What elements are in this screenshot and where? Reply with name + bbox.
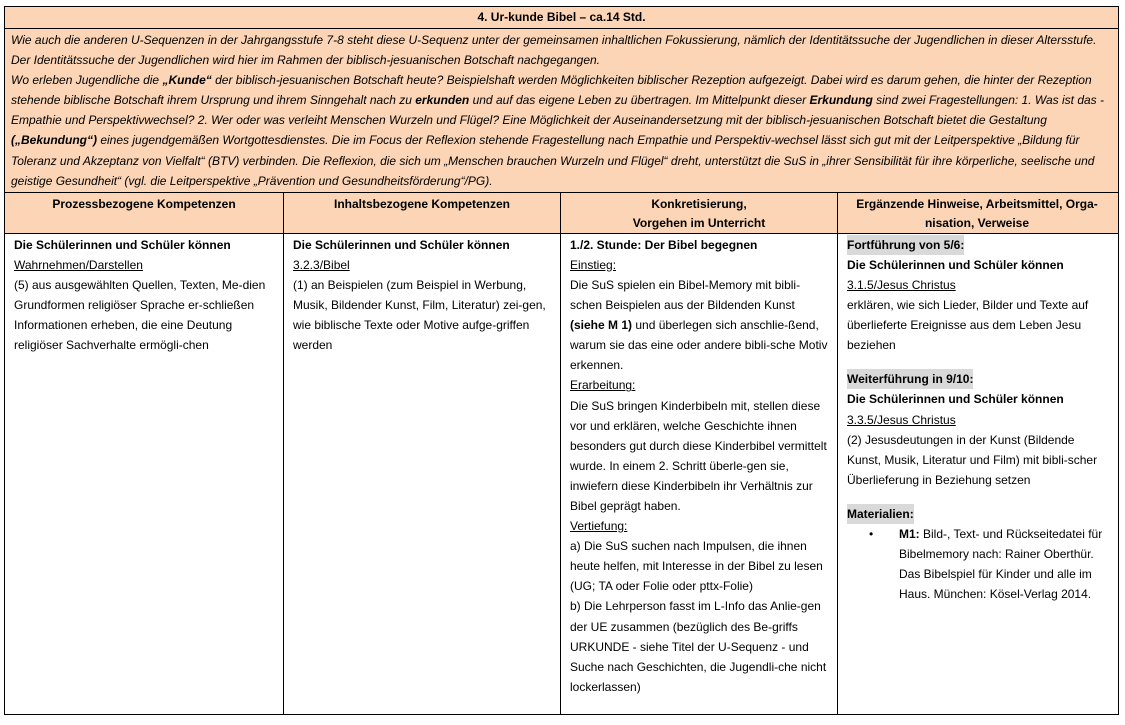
intro-text-part: sind zwei Fragestellungen: 1. Was ist das - Empathie und Perspektivwechsel? 2. Wer oder was verleiht Menschen Wurzeln und Flügel? Eine Möglichkeit der Auseinandersetzung mit der biblisch-jesuanischen Botschaft bietet die Gestaltung bbox=[11, 93, 1105, 128]
material-description: Bild-, Text- und Rückseitedatei für Bibelmemory nach: Rainer Oberthür. Das Bibelspiel für Kinder und alle im Haus. München: Kösel-Verlag 2014. bbox=[899, 526, 1103, 602]
cell-additional-notes bbox=[838, 234, 1116, 714]
intro-keyword-bekundung: („Bekundung“) bbox=[11, 133, 97, 148]
bullet-icon: • bbox=[869, 526, 874, 541]
intro-paragraph-1: Wie auch die anderen U-Sequenzen in der Jahrgangsstufe 7-8 steht diese U-Sequenz unter der gemeinsamen inhaltlichen Fokussierung, nämlich der Identitätssuche der Jugendlichen in dieser Altersstufe. Der Identitätssuche der Jugendlichen wird hier im Rahmen der biblisch-jesuanischen Botschaft nachgegangen. bbox=[11, 33, 1097, 68]
intro-text-part: der biblisch-jesuanischen Botschaft heute? Beispielshaft werden Möglichkeiten biblischer Rezeption aufgezeigt. Dabei wird es darum gehen, die hinter der Rezeption stehende biblische Botschaft ihrem Ursprung und ihrem Sinngehalt nach zu bbox=[11, 73, 1092, 108]
intro-text-part: und auf das eigene Leben zu übertragen. Im Mittelpunkt dieser bbox=[469, 93, 810, 108]
material-reference: (siehe M 1) bbox=[570, 318, 633, 333]
cell-lead: Die Schülerinnen und Schüler können bbox=[293, 237, 510, 252]
reference-text: (2) Jesusdeutungen in der Kunst (Bildende Kunst, Musik, Literatur und Film) mit bibli-scher Überlieferung in Beziehung setzen bbox=[847, 432, 1098, 487]
phase-erarbeitung-text: Die SuS bringen Kinderbibeln mit, stellen diese vor und erklären, welche Geschichte ihnen besonders gut durch diese Kinderbibel vermittelt wurde. In einem 2. Schritt überle-gen sie, inwiefern diese Kinderbibeln ihr Verhältnis zur Bibel geprägt haben. bbox=[570, 398, 827, 513]
section-title: 4. Ur-kunde Bibel – ca.14 Std. bbox=[5, 7, 1118, 29]
intro-text-part: Wo erleben Jugendliche die bbox=[11, 73, 163, 88]
header-concretization bbox=[561, 193, 838, 233]
phase-text-part: und überlegen sich anschlie-ßend, warum sie das eine oder andere bibli-sche Motiv erkennen. bbox=[570, 318, 828, 373]
intro-keyword-erkundung: Erkundung bbox=[809, 93, 873, 108]
intro-text-part: eines jugendgemäßen Wortgottesdienstes. Die im Focus der Reflexion stehende Fragestellung nach Empathie und Perspektiv-wechsel lässt sich gut mit der Leitperspektive „Bildung für Toleranz und Akzeptanz von Vielfalt“ (BTV) verbinden. Die Reflexion, die sich um „Menschen brauchen Wurzeln und Flügel“ dreht, unterstützt die SuS in „ihrer Sensibilität für ihre körperliche, seelische und geistige Gesundheit“ (vgl. die Leitperspektive „Prävention und Gesundheitsförderung“/PG). bbox=[11, 133, 1095, 188]
competence-reference: 3.2.3/Bibel bbox=[293, 257, 350, 272]
phase-erarbeitung-label: Erarbeitung: bbox=[570, 378, 636, 393]
header-concretization-line1: Konkretisierung, bbox=[651, 196, 747, 211]
cell-lead: Die Schülerinnen und Schüler können bbox=[847, 257, 1064, 272]
competence-text: (1) an Beispielen (zum Beispiel in Werbung, Musik, Bildender Kunst, Film, Literatur) zei-gen, wie biblische Texte oder Motive aufge-griffen werden bbox=[293, 277, 546, 353]
phase-vertiefung-b: b) Die Lehrperson fasst im L-Info das Anlie-gen der UE zusammen (bezüglich des Be-griffs URKUNDE - siehe Titel der U-Sequenz - und Suche nach Geschichten, die Jugendli-che nicht lockerlassen) bbox=[570, 599, 827, 694]
cell-lead: Die Schülerinnen und Schüler können bbox=[14, 237, 231, 252]
cell-content-competences bbox=[284, 234, 561, 714]
column-headers bbox=[5, 193, 1118, 234]
material-text bbox=[899, 524, 1107, 604]
table-body-row bbox=[5, 234, 1118, 714]
header-process-competences: Prozessbezogene Kompetenzen bbox=[5, 193, 284, 233]
phase-vertiefung-a: a) Die SuS suchen nach Impulsen, die ihnen heute helfen, mit Interesse in der Bibel zu lesen (UG; TA oder Folie oder pttx-Folie) bbox=[570, 539, 823, 594]
material-list-item bbox=[869, 524, 1107, 604]
phase-einstieg-label: Einstieg: bbox=[570, 257, 617, 272]
header-content-competences: Inhaltsbezogene Kompetenzen bbox=[284, 193, 561, 233]
curriculum-table bbox=[4, 6, 1119, 715]
reference-text: erklären, wie sich Lieder, Bilder und Texte auf überlieferte Ereignisse aus dem Leben Jesu beziehen bbox=[847, 298, 1089, 353]
cell-lead: Die Schülerinnen und Schüler können bbox=[847, 392, 1064, 407]
cell-concretization bbox=[561, 234, 838, 714]
intro-keyword-erkunden: erkunden bbox=[415, 93, 470, 108]
intro-paragraph-2 bbox=[11, 70, 1112, 191]
material-label: M1: bbox=[899, 526, 920, 541]
header-additional-notes: Ergänzende Hinweise, Arbeitsmittel, Orga-nisation, Verweise bbox=[856, 196, 1098, 230]
competence-text: (5) aus ausgewählten Quellen, Texten, Me-dien Grundformen religiöser Sprache er-schließen Informationen erheben, die eine Deutung religiöser Sachverhalte ermögli-chen bbox=[14, 277, 266, 353]
phase-vertiefung-label: Vertiefung: bbox=[570, 519, 628, 534]
materialien-label: Materialien: bbox=[847, 504, 914, 524]
reference-link: 3.3.5/Jesus Christus bbox=[847, 412, 956, 427]
reference-link: 3.1.5/Jesus Christus bbox=[847, 277, 956, 292]
header-concretization-line2: Vorgehen im Unterricht bbox=[632, 215, 766, 230]
competence-category: Wahrnehmen/Darstellen bbox=[14, 257, 143, 272]
intro-text bbox=[5, 29, 1118, 193]
weiterfuehrung-label: Weiterführung in 9/10: bbox=[847, 369, 973, 389]
intro-keyword-kunde: „Kunde“ bbox=[162, 73, 212, 88]
phase-text-part: Die SuS spielen ein Bibel-Memory mit bibli-schen Beispielen aus der Bildenden Kunst bbox=[570, 277, 801, 313]
fortfuehrung-label: Fortführung von 5/6: bbox=[847, 235, 964, 255]
lesson-title: 1./2. Stunde: Der Bibel begegnen bbox=[570, 237, 758, 252]
cell-process-competences bbox=[5, 234, 284, 714]
phase-einstieg-text bbox=[570, 275, 828, 375]
